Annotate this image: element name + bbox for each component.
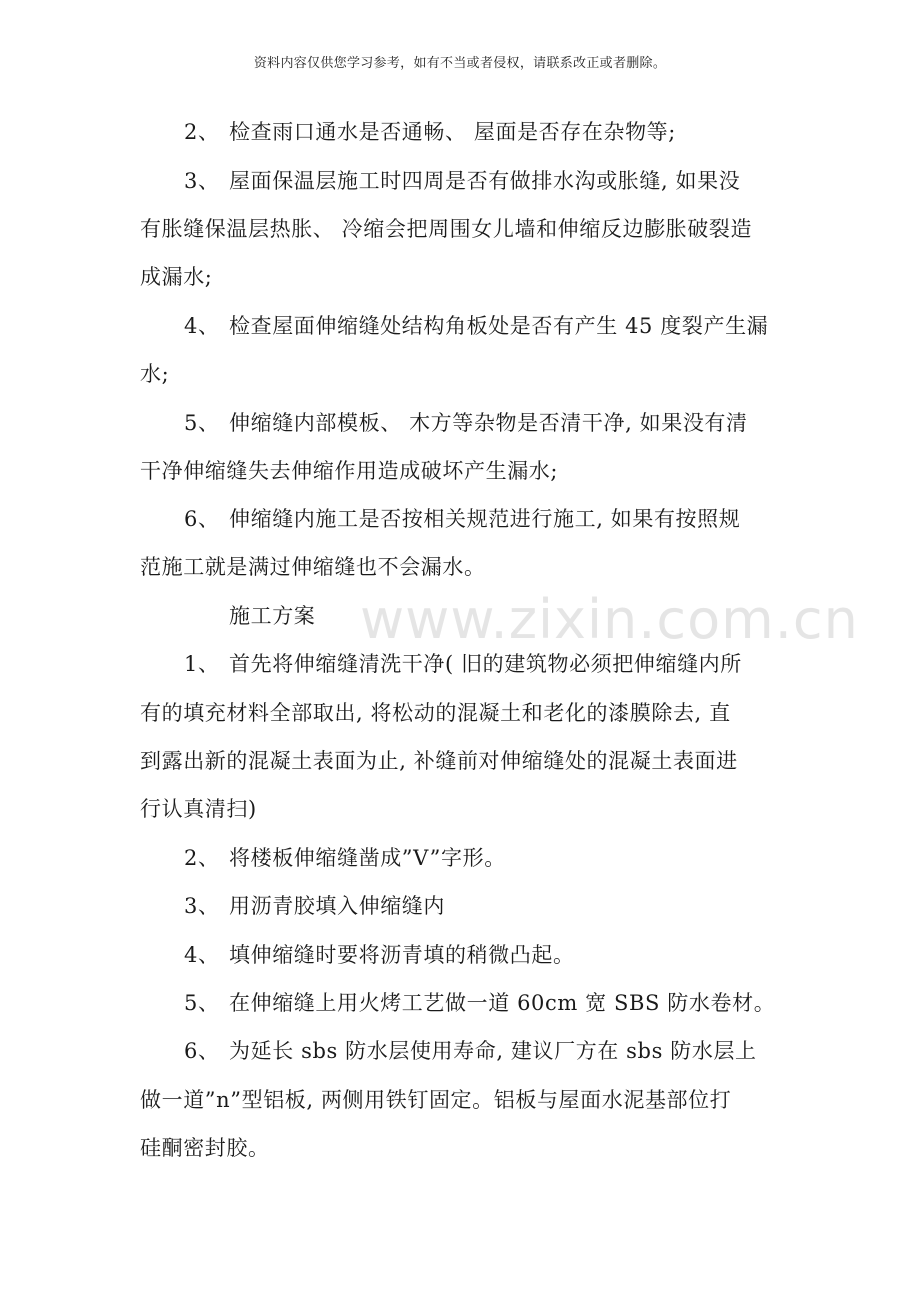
inspection-item-5: 5、 伸缩缝内部模板、 木方等杂物是否清干净, 如果没有清	[184, 411, 748, 435]
plan-step-1: 1、 首先将伸缩缝清洗干净( 旧的建筑物必须把伸缩缝内所	[184, 652, 742, 676]
inspection-item-4: 4、 检查屋面伸缩缝处结构角板处是否有产生 45 度裂产生漏	[184, 314, 769, 338]
inspection-item-2: 2、 检查雨口通水是否通畅、 屋面是否存在杂物等;	[184, 120, 676, 144]
plan-step-2: 2、 将楼板伸缩缝凿成”V”字形。	[184, 846, 506, 870]
section-heading: 施工方案	[229, 604, 316, 628]
plan-step-6-cont: 做一道”n”型铝板, 两侧用铁钉固定。铝板与屋面水泥基部位打	[140, 1088, 732, 1112]
inspection-item-6: 6、 伸缩缝内施工是否按相关规范进行施工, 如果有按照规	[184, 507, 741, 531]
inspection-item-6-cont: 范施工就是满过伸缩缝也不会漏水。	[140, 555, 486, 579]
inspection-item-5-cont: 干净伸缩缝失去伸缩作用造成破坏产生漏水;	[140, 459, 559, 483]
plan-step-3: 3、 用沥青胶填入伸缩缝内	[184, 894, 445, 918]
document-header-note: 资料内容仅供您学习参考，如有不当或者侵权，请联系改正或者删除。	[253, 56, 667, 71]
inspection-item-3: 3、 屋面保温层施工时四周是否有做排水沟或胀缝, 如果没	[184, 169, 741, 193]
plan-step-6-cont: 硅酮密封胶。	[140, 1136, 270, 1160]
plan-step-1-cont: 到露出新的混凝土表面为止, 补缝前对伸缩缝处的混凝土表面进	[140, 749, 738, 773]
plan-step-5: 5、 在伸缩缝上用火烤工艺做一道 60cm 宽 SBS 防水卷材。	[184, 991, 776, 1015]
plan-step-4: 4、 填伸缩缝时要将沥青填的稍微凸起。	[184, 943, 575, 967]
inspection-item-4-cont: 水;	[140, 362, 170, 386]
watermark: www.zixin.com.cn	[360, 588, 859, 651]
inspection-item-3-cont: 有胀缝保温层热胀、 冷缩会把周围女儿墙和伸缩反边膨胀破裂造	[140, 217, 753, 241]
plan-step-1-cont: 行认真清扫)	[140, 797, 257, 821]
inspection-item-3-cont: 成漏水;	[140, 265, 213, 289]
plan-step-1-cont: 有的填充材料全部取出, 将松动的混凝土和老化的漆膜除去, 直	[140, 701, 731, 725]
plan-step-6: 6、 为延长 sbs 防水层使用寿命, 建议厂方在 sbs 防水层上	[184, 1039, 757, 1063]
